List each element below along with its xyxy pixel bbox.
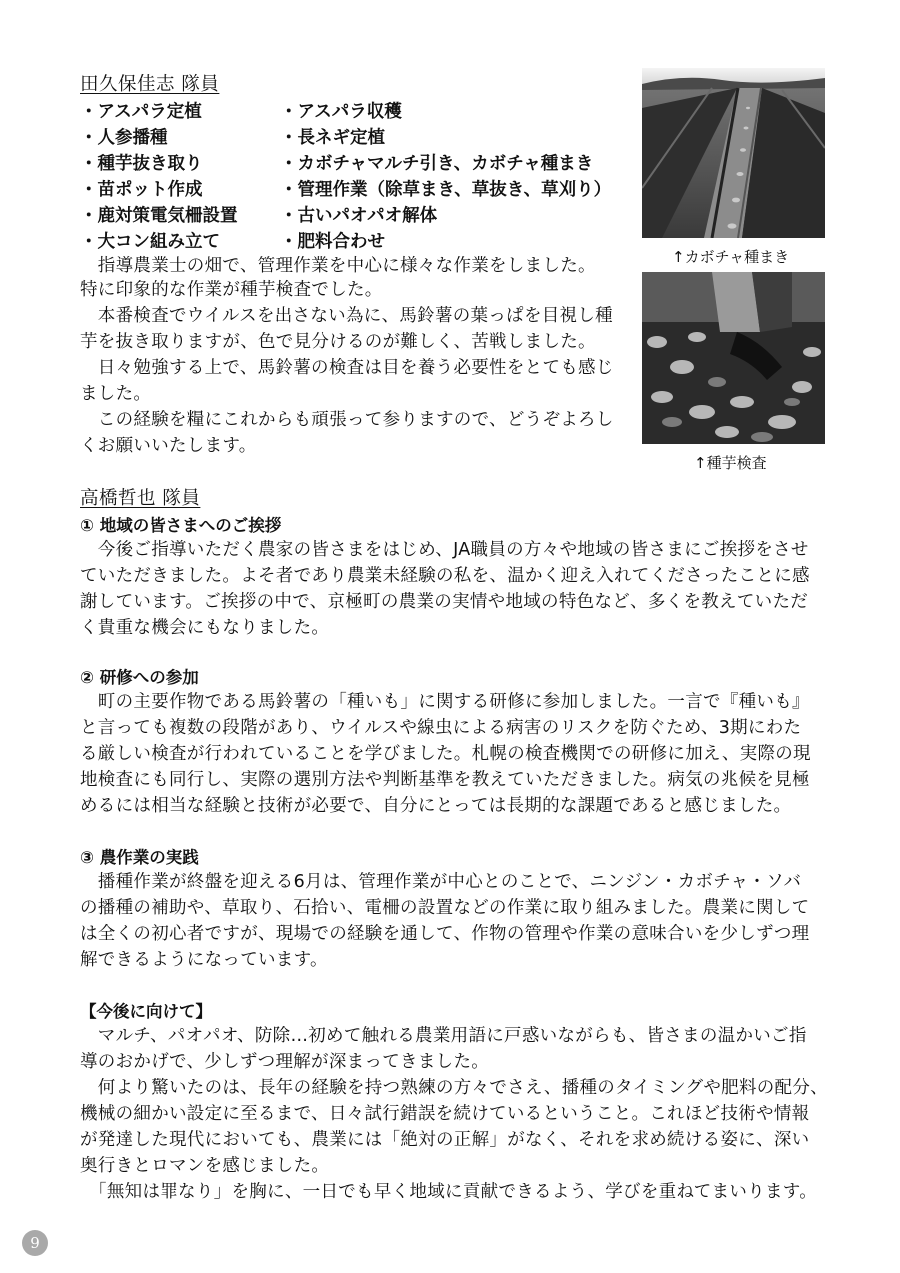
- task-item: ・カボチャマルチ引き、カボチャ種まき: [280, 154, 594, 174]
- text-line: 何より驚いたのは、長年の経験を持つ熟練の方々でさえ、播種のタイミングや肥料の配分、: [80, 1078, 828, 1098]
- text-line: 「無知は罪なり」を胸に、一日でも早く地域に貢献できるよう、学びを重ねてまいります。: [80, 1182, 818, 1202]
- text-line: 指導農業士の畑で、管理作業を中心に様々な作業をしました。: [80, 256, 596, 276]
- text-line: 導のおかげで、少しずつ理解が深まってきました。: [80, 1052, 490, 1072]
- text-line: 町の主要作物である馬鈴薯の「種いも」に関する研修に参加しました。一言で『種いも』: [80, 692, 810, 712]
- subheading-training: ② 研修への参加: [80, 668, 199, 687]
- photo1-caption: ↑カボチャ種まき: [672, 248, 790, 266]
- photo-seed-potato-inspection: [642, 272, 825, 444]
- text-line: めるには相当な経験と技術が必要で、自分にとっては長期的な課題であると感じました。: [80, 796, 792, 816]
- task-item: ・鹿対策電気柵設置: [80, 206, 238, 226]
- task-item: ・肥料合わせ: [280, 232, 385, 252]
- task-item: ・種芋抜き取り: [80, 154, 203, 174]
- task-item: ・アスパラ定植: [80, 102, 202, 122]
- photo-pumpkin-seeding: [642, 68, 825, 238]
- task-item: ・長ネギ定植: [280, 128, 385, 148]
- subheading-greeting: ① 地域の皆さまへのご挨拶: [80, 516, 282, 535]
- text-line: くお願いいたします。: [80, 436, 257, 456]
- text-line: く貴重な機会にもなりました。: [80, 618, 330, 638]
- task-item: ・管理作業（除草まき、草抜き、草刈り）: [280, 180, 612, 200]
- text-line: 奥行きとロマンを感じました。: [80, 1156, 330, 1176]
- text-line: 今後ご指導いただく農家の皆さまをはじめ、JA職員の方々や地域の皆さまにご挨拶をさせ: [80, 540, 809, 560]
- text-line: が発達した現代においても、農業には「絶対の正解」がなく、それを求め続ける姿に、深い: [80, 1130, 810, 1150]
- task-item: ・古いパオパオ解体: [280, 206, 438, 226]
- text-line: ました。: [80, 384, 152, 404]
- text-line: 地検査にも同行し、実際の選別方法や判断基準を教えていただきました。病気の兆候を見極: [80, 770, 810, 790]
- text-line: 機械の細かい設定に至るまで、日々試行錯誤を続けているということ。これほど技術や情報: [80, 1104, 810, 1124]
- text-line: 特に印象的な作業が種芋検査でした。: [80, 280, 383, 300]
- text-line: 芋を抜き取りますが、色で見分けるのが難しく、苦戦しました。: [80, 332, 596, 352]
- subheading-future: 【今後に向けて】: [80, 1002, 212, 1021]
- task-item: ・人参播種: [80, 128, 168, 148]
- text-line: マルチ、パオパオ、防除…初めて触れる農業用語に戸惑いながらも、皆さまの温かいご指: [80, 1026, 807, 1046]
- text-line: 本番検査でウイルスを出さない為に、馬鈴薯の葉っぱを目視し種: [80, 306, 613, 326]
- text-line: 解できるようになっています。: [80, 950, 328, 970]
- text-line: 日々勉強する上で、馬鈴薯の検査は目を養う必要性をとても感じ: [80, 358, 614, 378]
- text-line: ていただきました。よそ者であり農業未経験の私を、温かく迎え入れてくださったことに感: [80, 566, 810, 586]
- text-line: 謝しています。ご挨拶の中で、京極町の農業の実情や地域の特色など、多くを教えていただ: [80, 592, 809, 612]
- text-line: る厳しい検査が行われていることを学びました。札幌の検査機関での研修に加え、実際の現: [80, 744, 811, 764]
- text-line: 播種作業が終盤を迎える6月は、管理作業が中心とのことで、ニンジン・カボチャ・ソバ: [80, 872, 802, 892]
- task-item: ・アスパラ収穫: [280, 102, 402, 122]
- text-line: この経験を糧にこれからも頑張って参りますので、どうぞよろし: [80, 410, 614, 430]
- photo2-caption: ↑種芋検査: [694, 454, 767, 472]
- subheading-farm-work: ③ 農作業の実践: [80, 848, 199, 867]
- member-name-takubo: 田久保佳志 隊員: [80, 74, 220, 95]
- page-number: 9: [22, 1230, 48, 1256]
- text-line: と言っても複数の段階があり、ウイルスや線虫による病害のリスクを防ぐため、3期にわた: [80, 718, 802, 738]
- task-item: ・苗ポット作成: [80, 180, 203, 200]
- text-line: は全くの初心者ですが、現場での経験を通して、作物の管理や作業の意味合いを少しずつ理: [80, 924, 810, 944]
- member-name-takahashi: 高橋哲也 隊員: [80, 488, 201, 509]
- task-item: ・大コン組み立て: [80, 232, 220, 252]
- text-line: の播種の補助や、草取り、石拾い、電柵の設置などの作業に取り組みました。農業に関して: [80, 898, 810, 918]
